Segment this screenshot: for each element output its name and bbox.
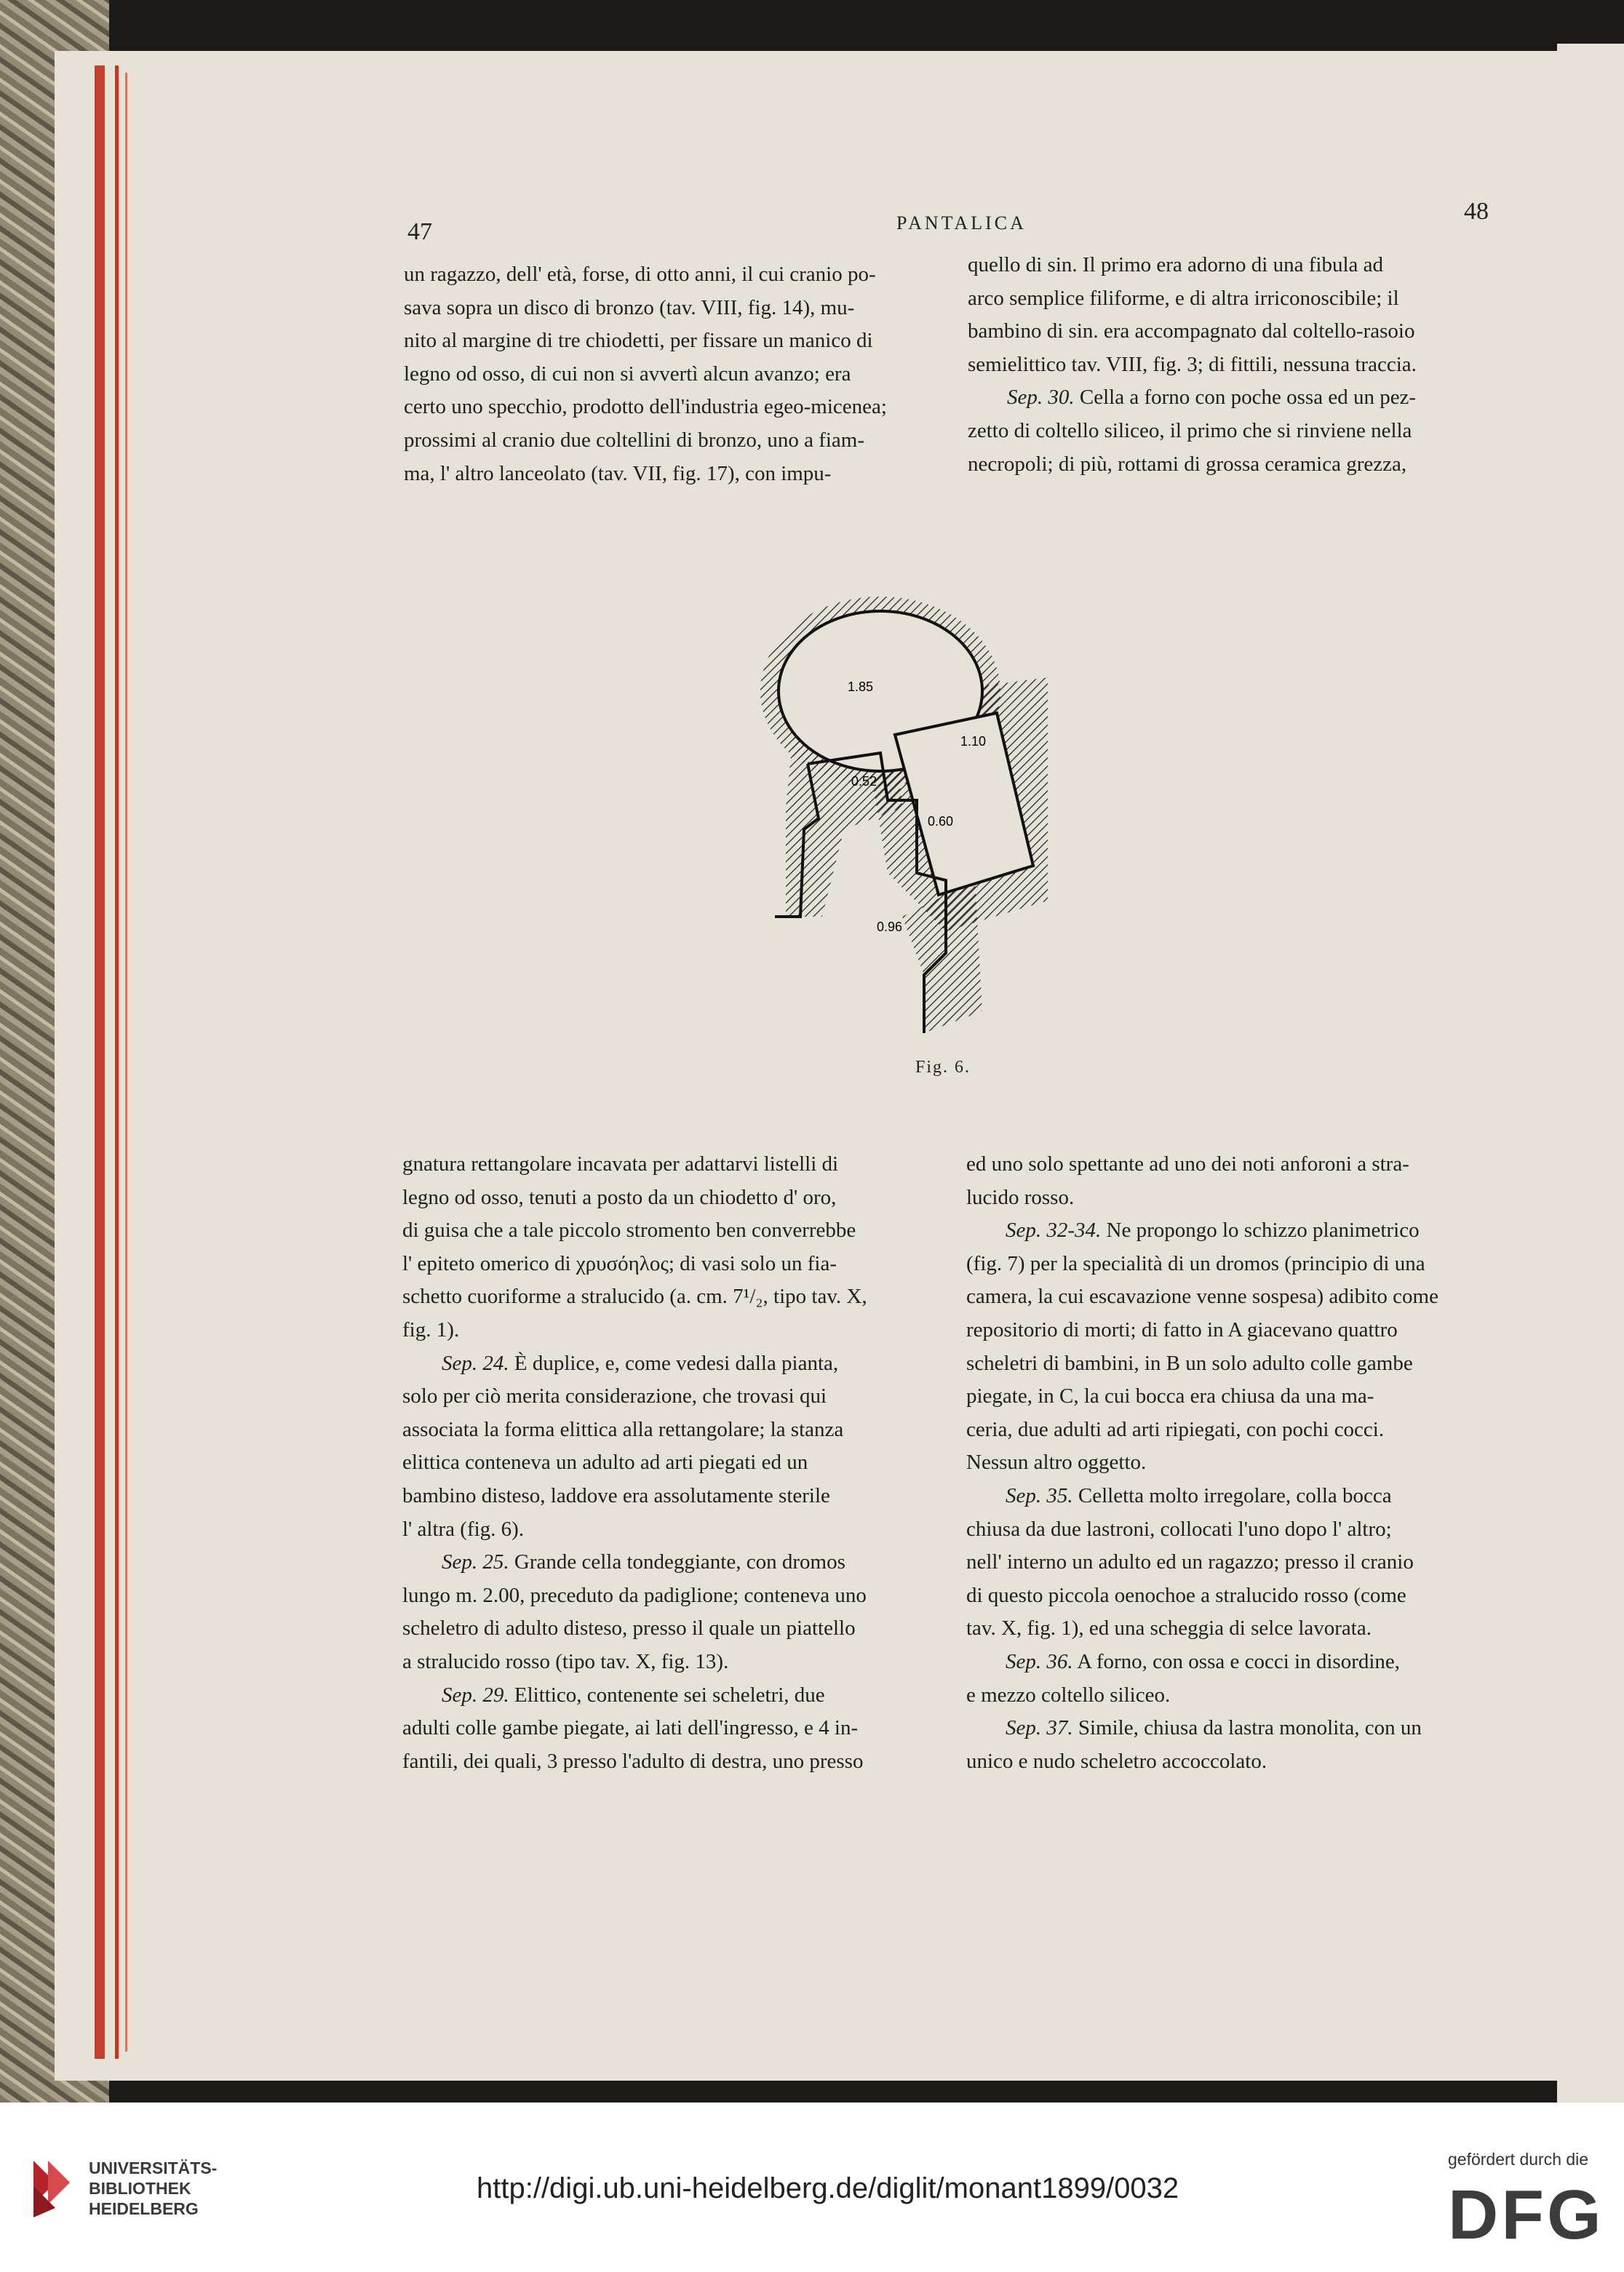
text-line: scheletro di adulto disteso, presso il quale un piattello (402, 1617, 856, 1641)
text-line: unico e nudo scheletro accoccolato. (966, 1749, 1267, 1773)
text-line: fig. 1). (402, 1318, 460, 1342)
tomb-number: Sep. 24. (442, 1351, 509, 1375)
text-line: piegate, in C, la cui bocca era chiusa da una ma- (966, 1384, 1374, 1408)
left-page-number: 47 (407, 218, 432, 245)
dimension-label: 0.60 (928, 814, 954, 829)
text-line: un ragazzo, dell' età, forse, di otto anni, il cui cranio po- (404, 263, 876, 286)
page-edge-red (95, 65, 105, 2059)
tomb-number: Sep. 32-34. (1006, 1219, 1102, 1243)
text-line: legno od osso, tenuti a posto da un chiodetto d' oro, (402, 1185, 837, 1209)
bottom-right-column (966, 1148, 1492, 1778)
top-left-column (404, 258, 913, 490)
text-line: Sep. 35. Celletta molto irregolare, colla bocca (1006, 1483, 1392, 1507)
text-line: gnatura rettangolare incavata per adattarvi listelli di (402, 1152, 839, 1176)
text-line: quello di sin. Il primo era adorno di una fibula ad (968, 253, 1383, 276)
running-head: PANTALICA (896, 212, 1027, 234)
university-library-logo-icon (26, 2153, 77, 2219)
text-line: necropoli; di più, rottami di grossa ceramica grezza, (968, 452, 1407, 476)
text-line: scheletri di bambini, in B un solo adulto colle gambe (966, 1351, 1413, 1375)
tomb-number: Sep. 25. (442, 1550, 509, 1574)
funding-note: gefördert durch die (1448, 2150, 1589, 2169)
text-line: elittica conteneva un adulto ad arti piegati ed un (402, 1451, 808, 1475)
dimension-label: 1.85 (848, 679, 874, 694)
text-line: sava sopra un disco di bronzo (tav. VIII, fig. 14), mu- (404, 295, 855, 319)
text-line: lungo m. 2.00, preceduto da padiglione; conteneva uno (402, 1583, 867, 1607)
text-line: schetto cuoriforme a stralucido (a. cm. 7¹/₂, tipo tav. X, (402, 1285, 867, 1309)
text-line: nell' interno un adulto ed un ragazzo; presso il cranio (966, 1550, 1414, 1574)
dfg-logo: DFG (1448, 2176, 1604, 2254)
text-line: repositorio di morti; di fatto in A giacevano quattro (966, 1318, 1398, 1342)
text-line: Sep. 30. Cella a forno con poche ossa ed un pez- (1007, 386, 1417, 410)
text-line: e mezzo coltello siliceo. (966, 1683, 1171, 1707)
tomb-plan-figure (742, 567, 1048, 1048)
text-line: Sep. 32-34. Ne propongo lo schizzo planimetrico (1006, 1219, 1420, 1243)
text-line: Sep. 36. A forno, con ossa e cocci in disordine, (1006, 1649, 1401, 1673)
page-edge-red-thin (115, 65, 119, 2059)
text-line: certo uno specchio, prodotto dell'industria egeo-micenea; (404, 395, 887, 419)
text-line: Nessun altro oggetto. (966, 1451, 1147, 1475)
text-line: legno od osso, di cui non si avvertì alcun avanzo; era (404, 362, 851, 386)
text-line: l' altra (fig. 6). (402, 1517, 525, 1541)
tomb-number: Sep. 37. (1006, 1716, 1073, 1740)
text-line: bambino disteso, laddove era assolutamente sterile (402, 1483, 830, 1507)
text-line: adulti colle gambe piegate, ai lati dell'ingresso, e 4 in- (402, 1716, 859, 1740)
text-line: di guisa che a tale piccolo stromento ben converrebbe (402, 1219, 856, 1243)
tomb-number: Sep. 36. (1006, 1649, 1073, 1673)
dimension-label: 1.10 (960, 734, 987, 749)
text-line: tav. X, fig. 1), ed una scheggia di selce lavorata. (966, 1617, 1372, 1641)
text-line: solo per ciò merita considerazione, che trovasi qui (402, 1384, 827, 1408)
facing-page-edge (1557, 44, 1624, 2102)
text-line: Sep. 25. Grande cella tondeggiante, con dromos (442, 1550, 845, 1574)
dimension-label: 0.52 (851, 774, 877, 789)
text-line: chiusa da due lastroni, collocati l'uno dopo l' altro; (966, 1517, 1392, 1541)
permalink-url[interactable]: http://digi.ub.uni-heidelberg.de/diglit/monant1899/0032 (477, 2172, 1179, 2204)
tomb-number: Sep. 29. (442, 1683, 509, 1707)
text-line: (fig. 7) per la specialità di un dromos (principio di una (966, 1251, 1425, 1275)
tomb-number: Sep. 35. (1006, 1483, 1073, 1507)
text-line: associata la forma elittica alla rettangolare; la stanza (402, 1417, 844, 1441)
text-line: a stralucido rosso (tipo tav. X, fig. 13). (402, 1649, 729, 1673)
library-name: UNIVERSITÄTS- BIBLIOTHEK HEIDELBERG (89, 2159, 218, 2218)
text-line: fantili, dei quali, 3 presso l'adulto di destra, uno presso (402, 1749, 864, 1773)
text-line: bambino di sin. era accompagnato dal coltello-rasoio (968, 319, 1415, 343)
text-line: Sep. 29. Elittico, contenente sei scheletri, due (442, 1683, 825, 1707)
bottom-left-column (402, 1148, 915, 1778)
dimension-label: 0.96 (877, 920, 903, 934)
text-line: nito al margine di tre chiodetti, per fissare un manico di (404, 329, 873, 353)
text-line: Sep. 37. Simile, chiusa da lastra monolita, con un (1006, 1716, 1422, 1740)
text-line: semielittico tav. VIII, fig. 3; di fittili, nessuna traccia. (968, 352, 1417, 376)
text-line: l' epiteto omerico di χρυσόηλος; di vasi solo un fia- (402, 1251, 837, 1275)
page-edge-red-faint (125, 73, 127, 2052)
text-line: zetto di coltello siliceo, il primo che si rinviene nella (968, 418, 1412, 442)
text-line: lucido rosso. (966, 1185, 1075, 1209)
text-line: Sep. 24. È duplice, e, come vedesi dalla pianta, (442, 1351, 839, 1375)
text-line: ceria, due adulti ad arti ripiegati, con pochi cocci. (966, 1417, 1385, 1441)
figure-caption: Fig. 6. (915, 1058, 971, 1077)
text-line: camera, la cui escavazione venne sospesa) adibito come (966, 1285, 1438, 1309)
text-line: di questo piccola oenochoe a stralucido rosso (come (966, 1583, 1406, 1607)
right-page-number: 48 (1464, 198, 1489, 225)
top-right-column (968, 249, 1492, 481)
text-line: prossimi al cranio due coltellini di bronzo, uno a fiam- (404, 428, 865, 452)
tomb-number: Sep. 30. (1007, 386, 1075, 410)
text-line: ed uno solo spettante ad uno dei noti anforoni a stra- (966, 1152, 1409, 1176)
text-line: arco semplice filiforme, e di altra irriconoscibile; il (968, 286, 1399, 310)
text-line: ma, l' altro lanceolato (tav. VII, fig. 17), con impu- (404, 461, 832, 485)
